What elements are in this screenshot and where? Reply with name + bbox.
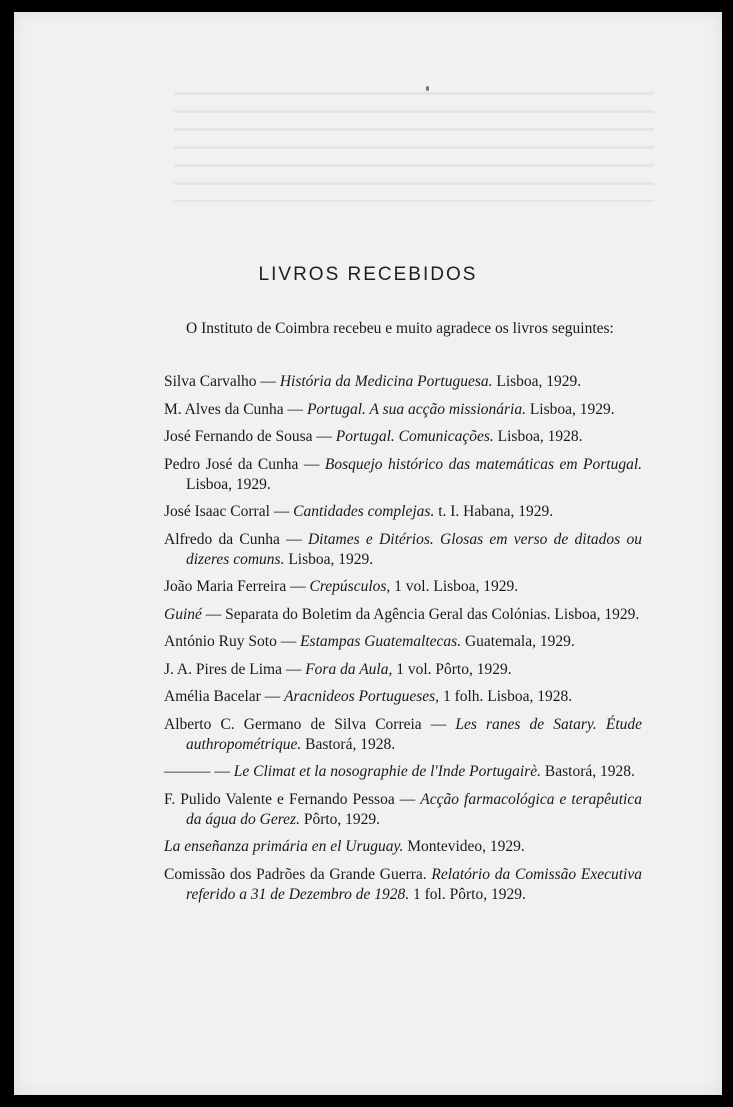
book-entry: ——— — Le Climat et la nosographie de l'Inde Portugairè. Bastorá, 1928. — [164, 763, 635, 780]
intro-paragraph: O Instituto de Coimbra recebeu e muito agradece os livros seguintes: — [186, 320, 614, 337]
book-entry: Guiné — Separata do Boletim da Agência Geral das Colónias. Lisboa, 1929. — [164, 605, 640, 623]
book-entry: António Ruy Soto — Estampas Guatemaltecas. Guatemala, 1929. — [164, 633, 575, 650]
page — [14, 12, 722, 1095]
book-entry: La enseñanza primária en el Uruguay. Montevideo, 1929. — [164, 838, 525, 855]
book-entry: José Isaac Corral — Cantidades complejas. t. I. Habana, 1929. — [164, 503, 554, 520]
book-entry: Silva Carvalho — História da Medicina Portuguesa. Lisboa, 1929. — [164, 373, 582, 390]
book-entry: Amélia Bacelar — Aracnideos Portugueses, 1 folh. Lisboa, 1928. — [164, 688, 573, 705]
ink-speck — [426, 86, 429, 91]
book-list — [164, 372, 642, 912]
book-entry: Alberto C. Germano de Silva Correia — Les ranes de Satary. Étude authropométrique. Bastorá, 1928. — [164, 715, 643, 753]
book-entry: Pedro José da Cunha — Bosquejo histórico das matemáticas em Portugal. Lisboa, 1929. — [164, 455, 642, 493]
book-entry: M. Alves da Cunha — Portugal. A sua acção missionária. Lisboa, 1929. — [164, 400, 615, 418]
book-entry: Alfredo da Cunha — Ditames e Ditérios. Glosas em verso de ditados ou dizeres comuns. Lisboa, 1929. — [164, 530, 642, 568]
book-entry: F. Pulido Valente e Fernando Pessoa — Acção farmacológica e terapêutica da água do Gerez. Pôrto, 1929. — [164, 790, 642, 828]
book-entry: J. A. Pires de Lima — Fora da Aula, 1 vol. Pôrto, 1929. — [164, 660, 512, 678]
bleed-through-text — [174, 92, 654, 202]
page-title: LIVROS RECEBIDOS — [258, 264, 478, 285]
book-entry: João Maria Ferreira — Crepúsculos, 1 vol. Lisboa, 1929. — [164, 578, 519, 595]
book-entry: José Fernando de Sousa — Portugal. Comunicações. Lisboa, 1928. — [164, 428, 583, 445]
book-entry: Comissão dos Padrões da Grande Guerra. Relatório da Comissão Executiva referido a 31 de Dezembro de 1928. 1 fol. Pôrto, 1929. — [164, 865, 642, 903]
